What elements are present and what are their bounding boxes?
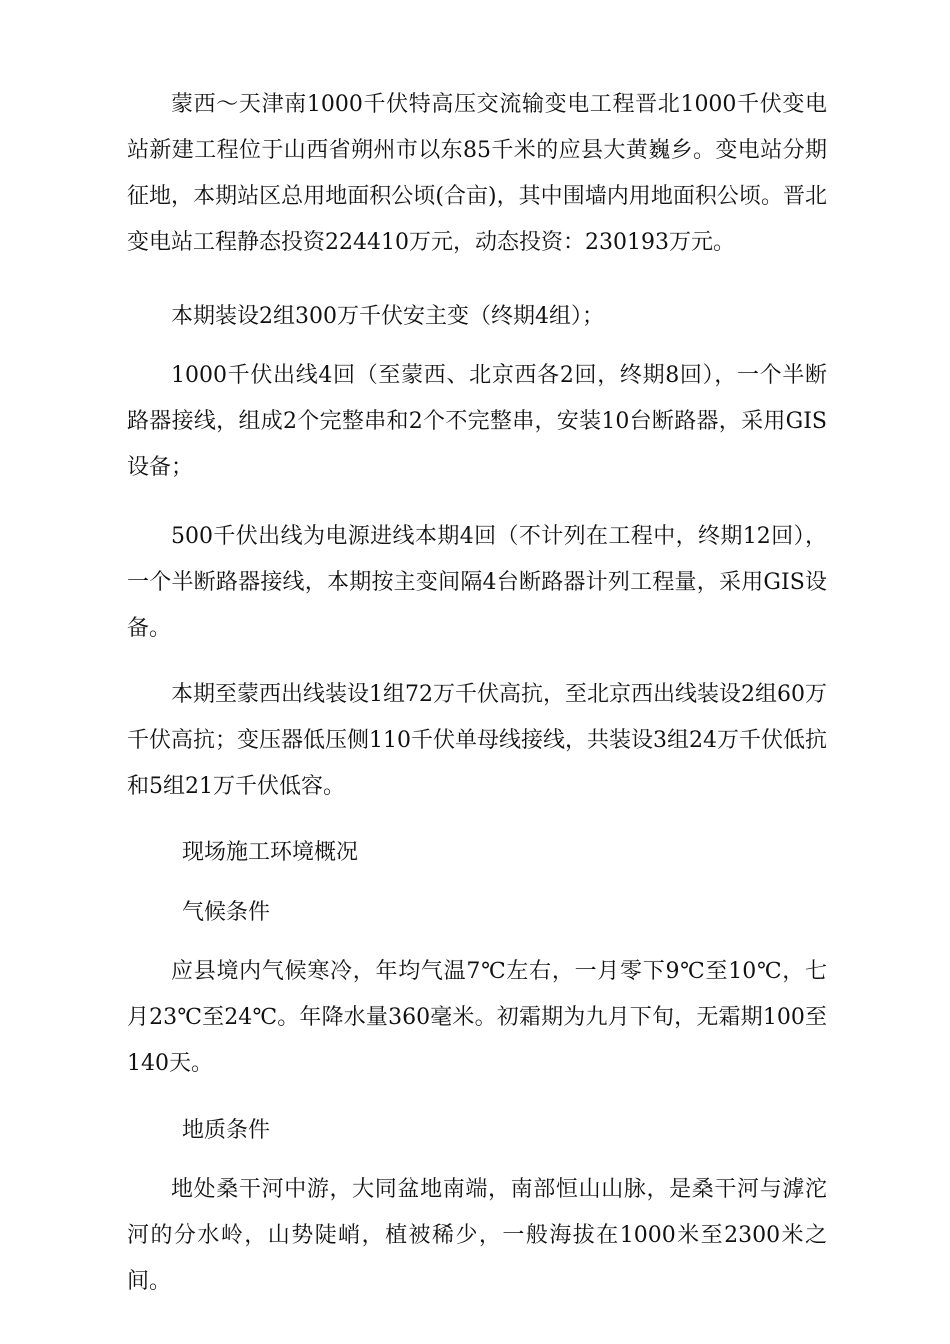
paragraph-climate: 应县境内气候寒冷，年均气温7℃左右，一月零下9℃至10℃，七月23℃至24℃。年降水量360毫米。初霜期为九月下旬，无霜期100至140天。 — [127, 959, 827, 1076]
paragraph-reactors-capacitors: 本期至蒙西出线装设1组72万千伏高抗，至北京西出线装设2组60万千伏高抗；变压器低压侧110千伏单母线接线，共装设3组24万千伏低抗和5组21万千伏低容。 — [127, 682, 828, 799]
paragraph-500kv-outgoing-lines: 500千伏出线为电源进线本期4回（不计列在工程中，终期12回），一个半断路器接线，本期按主变间隔4台断路器计列工程量，采用GIS设备。 — [127, 524, 827, 641]
paragraph-1000kv-outgoing-lines: 1000千伏出线4回（至蒙西、北京西各2回，终期8回），一个半断路器接线，组成2个完整串和2个不完整串，安装10台断路器，采用GIS设备； — [127, 363, 827, 480]
paragraph-geology: 地处桑干河中游，大同盆地南端，南部恒山山脉，是桑干河与滹沱河的分水岭，山势陡峭，植被稀少，一般海拔在1000米至2300米之间。 — [127, 1177, 827, 1294]
heading-site-environment: 现场施工环境概况 — [182, 840, 359, 865]
heading-geology: 地质条件 — [182, 1118, 271, 1143]
heading-climate: 气候条件 — [182, 900, 271, 925]
paragraph-main-transformer: 本期装设2组300万千伏安主变（终期4组）； — [171, 304, 604, 329]
paragraph-project-overview: 蒙西～天津南1000千伏特高压交流输变电工程晋北1000千伏变电站新建工程位于山西省朔州市以东85千米的应县大黄巍乡。变电站分期征地，本期站区总用地面积公顷(合亩)，其中围墙内用地面积公顷。晋北变电站工程静态投资224410万元，动态投资：230193万元。 — [127, 92, 827, 255]
